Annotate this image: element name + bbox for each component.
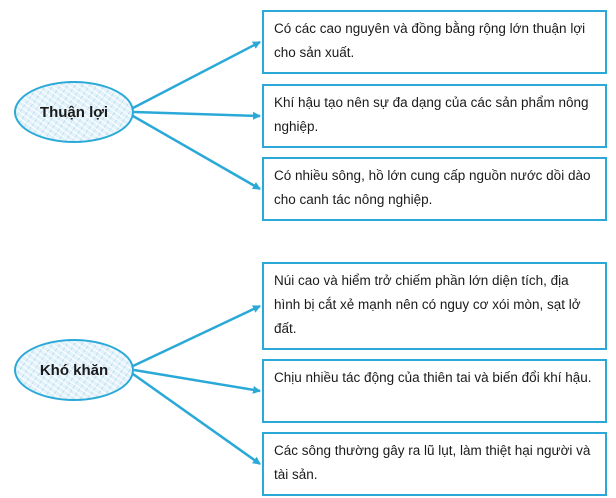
box-text: Núi cao và hiểm trở chiếm phần lớn diện tích, địa hình bị cắt xẻ mạnh nên có nguy cơ xói mòn, sạt lở đất. (274, 273, 581, 336)
box-text: Chịu nhiều tác động của thiên tai và biến đổi khí hậu. (274, 370, 592, 385)
box-text: Có các cao nguyên và đồng bằng rộng lớn thuận lợi cho sản xuất. (274, 21, 586, 60)
connector-arrow (134, 112, 260, 116)
node-label: Thuận lợi (39, 103, 109, 121)
connector-arrow (133, 116, 260, 189)
node-thuan-loi (14, 81, 134, 143)
connector-arrow (133, 306, 260, 366)
box-text: Có nhiều sông, hồ lớn cung cấp nguồn nước dồi dào cho canh tác nông nghiệp. (274, 168, 591, 207)
difficulty-box (262, 432, 607, 496)
connector-arrow (133, 42, 260, 108)
advantage-box (262, 157, 607, 221)
box-text: Khí hậu tạo nên sự đa dạng của các sản phẩm nông nghiệp. (274, 95, 589, 134)
box-text: Các sông thường gây ra lũ lụt, làm thiệt hại người và tài sản. (274, 443, 591, 482)
difficulty-box (262, 262, 607, 350)
node-label: Khó khăn (39, 361, 109, 379)
difficulty-box (262, 359, 607, 423)
node-kho-khan (14, 339, 134, 401)
advantage-box (262, 84, 607, 148)
advantage-box (262, 10, 607, 74)
